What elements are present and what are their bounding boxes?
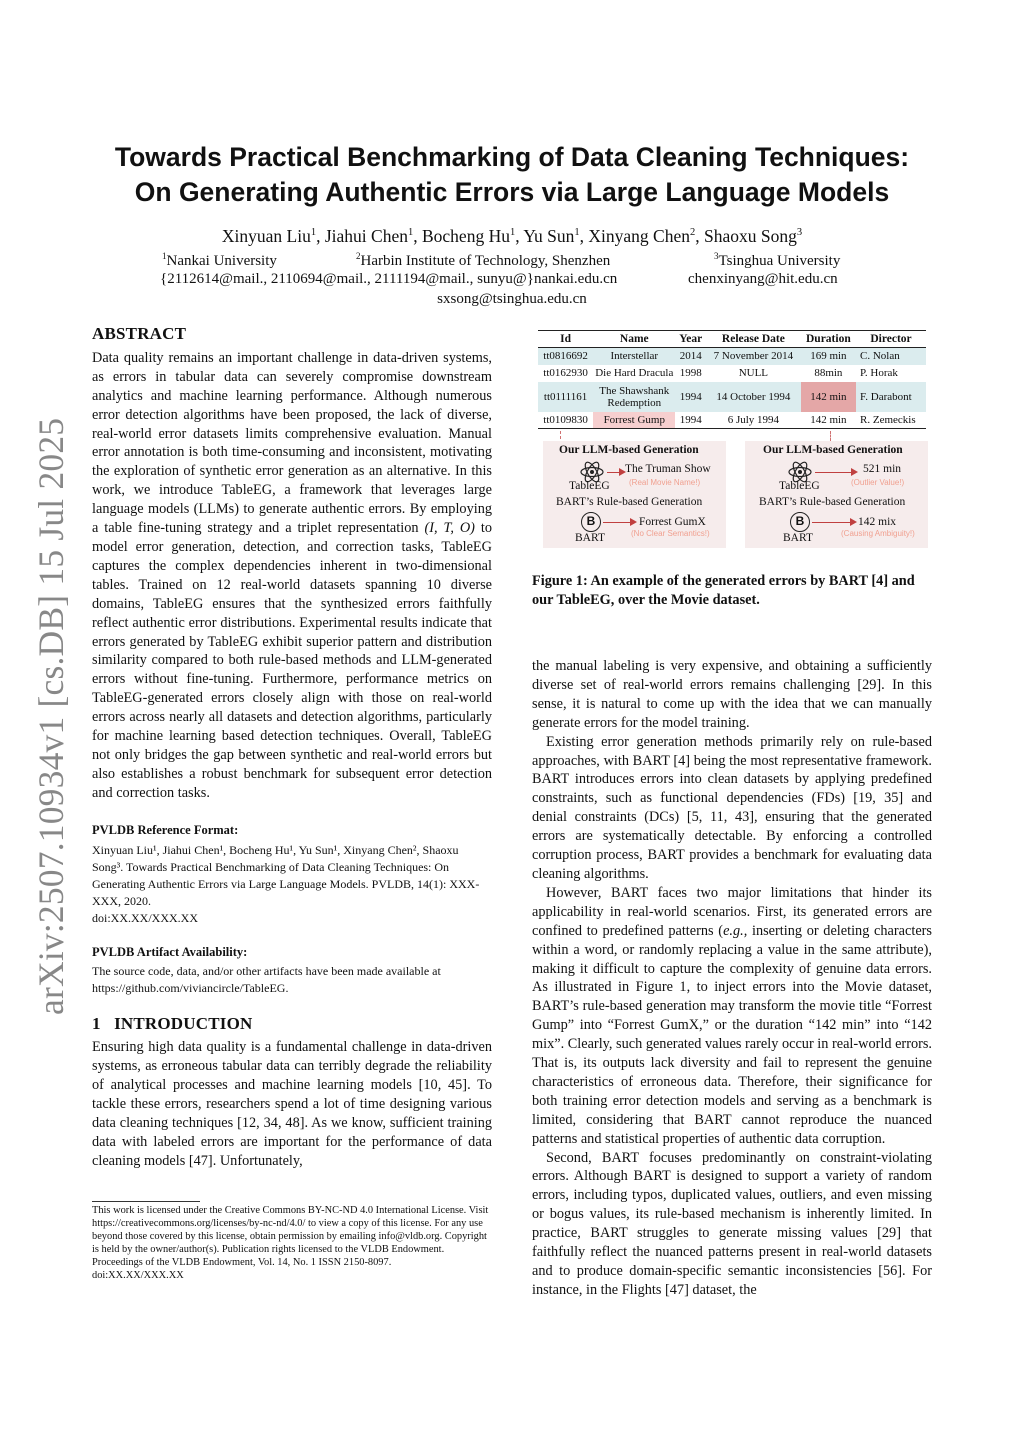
table-cell: NULL (738, 367, 769, 379)
title-line-1: Towards Practical Benchmarking of Data Cleaning Techniques: (114, 142, 910, 172)
llm-generated-value: The Truman Show (625, 463, 711, 475)
arrow-right-icon (851, 468, 858, 476)
affiliation-2: $^2$Harbin Institute of Technology, Shenzhen (356, 251, 611, 269)
llm-generation-heading: Our LLM-based Generation (763, 444, 903, 456)
author: Yu Sun$^1$ (523, 226, 580, 246)
table-cell: 2014 (675, 348, 706, 365)
intro-heading: 1 INTRODUCTION (92, 1014, 253, 1034)
body-paragraph: the manual labeling is very expensive, and obtaining a sufficiently diverse set of real-world errors remains challenging [29]. In this sense, it is natural to come up with the idea that we can manually generate errors for the model training. (532, 658, 932, 731)
author: Xinyang Chen$^2$ (588, 226, 696, 246)
artifact-heading: PVLDB Artifact Availability: (92, 944, 248, 959)
arrow-line (603, 522, 631, 523)
body-paragraph: Second, BART focuses predominantly on constraint-violating errors. Although BART is designed to support a variety of random errors, including typos, duplicated values, outliers, and even missing or bogus values, its rule-based mechanism is inherently limited. In practice, BART struggles to generate missing values [29] that faithfully reflect the nuanced patterns present in real-world datasets and to produce domain-specific semantic inconsistencies [56]. For instance, in the Flights [47] dataset, the (532, 1149, 932, 1298)
artifact-text[interactable]: The source code, data, and/or other artifacts have been made available at https://github.com/viviancircle/TableEG. (92, 964, 441, 996)
connector-right (830, 431, 831, 441)
affiliation-3: $^3$Tsinghua University (714, 251, 841, 269)
bart-generated-value: 142 mix (858, 516, 897, 528)
bart-note: (No Clear Semantics!) (631, 529, 710, 538)
table-cell: 14 October 1994 (706, 382, 801, 412)
author: Xinyuan Liu$^1$ (221, 226, 317, 246)
highlighted-error-cell: 142 min (801, 382, 856, 412)
movie-table (538, 330, 926, 429)
column-header: Year (675, 331, 706, 348)
triplet-notation: (I, T, O) (424, 520, 475, 537)
bart-label: BART (783, 532, 813, 544)
highlighted-error-cell: Forrest Gump (593, 412, 675, 429)
generation-panel-name (543, 441, 726, 548)
table-cell: P. Horak (860, 367, 898, 379)
affiliation-1: $^1$Nankai University (162, 251, 277, 269)
abstract-text: Data quality remains an important challenge in data-driven systems, as errors in tabular data can severely compromise downstream analytics and machine learning performance. Although numerous error detection algorithms have been proposed, the lack of diverse, real-world error datasets limits comprehensive evaluation. Manual error annotation is both time-consuming and inconsistent, motivating the exploration of synthetic error generation as an alternative. In this work, we introduce TableEG, a framework that leverages large language models (LLMs) to generate authentic errors. By employing a table fine-tuning strategy and a triplet representation (I, T, O) to model error generation, detection, and correction tasks, TableEG captures the complex dependencies inherent in two-dimensional tables. Trained on 12 real-world datasets spanning 10 diverse domains, TableEG ensures that the synthesized errors faithfully reflect authentic error distributions. Experimental results indicate that errors generated by TableEG exhibit superior pattern and distribution similarity compared to both rule-based methods and LLM-generated errors without fine-tuning. Furthermore, performance metrics on TableEG-generated errors closely align with those on real-world errors across nearly all datasets and detection algorithms, particularly for machine learning based detection techniques. Overall, TableEG not only bridges the gap between synthetic and real-world errors but also establishes a robust benchmark for subsequent error detection and correction tasks. (92, 349, 492, 801)
bart-generation-heading: BART’s Rule-based Generation (759, 496, 906, 508)
table-cell: 142 min (801, 412, 856, 429)
email-nankai[interactable]: {2112614@mail., 2110694@mail., 2111194@mail., sunyu@}nankai.edu.cn (160, 271, 618, 287)
table-row (538, 348, 926, 365)
column-header: Release Date (706, 331, 801, 348)
footnote-doi: doi:XX.XX/XXX.XX (92, 1270, 184, 1281)
arrow-line (815, 472, 853, 473)
email-tsinghua[interactable]: sxsong@tsinghua.edu.cn (437, 291, 587, 307)
arrow-right-icon (850, 518, 857, 526)
bart-generation-heading: BART’s Rule-based Generation (556, 496, 703, 508)
body-paragraph: However, BART faces two major limitations that hinder its applicability in real-world scenarios. First, its generated errors are confined to predefined patterns (e.g., inserting or deleting characters within a word, or randomly replacing a value in the same attribute), making it difficult to capture the complexity of genuine data errors. As illustrated in Figure 1, to inject errors into the Movie dataset, BART’s rule-based generation may transform the movie title “Forrest Gump” into “Forrest GumX,” or the duration “142 min” into “142 mix”. Clearly, such generated values rarely occur in real-world errors. That is, its outputs lack diversity and fail to represent the genuine characteristics of erroneous data. Therefore, their significance for both training error detection models and serving as a benchmark is limited, considering that BART cannot reproduce the nuanced patterns and statistical properties of authentic data corruption. (532, 884, 933, 1147)
table-cell: tt0109830 (538, 412, 593, 429)
table-cell: 1994 (675, 382, 706, 412)
author: Shaoxu Song$^3$ (703, 226, 803, 246)
bart-logo-icon: B (790, 512, 810, 532)
license-text: This work is licensed under the Creative Commons BY-NC-ND 4.0 International License. Visit https://creativecommons.org/licenses/by-nc-nd/4.0/ to view a copy of this license. For any use beyond those covered by this license, obtain permission by emailing info@vldb.org. Copyright is held by the owner/author(s). Publication rights licensed to the VLDB Endowment. (92, 1205, 489, 1255)
bart-label: BART (575, 532, 605, 544)
ref-format-text: Xinyuan Liu¹, Jiahui Chen¹, Bocheng Hu¹, Yu Sun¹, Xinyang Chen², Shaoxu Song³. Towards Practical Benchmarking of Data Cleaning Techniques: On Generating Authentic Errors via Large Language Models. PVLDB, 14(1): XXX-XXX, 2020. (92, 842, 480, 908)
table-cell: 88min (814, 367, 843, 379)
table-cell: R. Zemeckis (856, 412, 926, 429)
table-cell: 1998 (679, 367, 702, 379)
table-cell: tt0111161 (538, 382, 593, 412)
table-cell: F. Darabont (856, 382, 926, 412)
author: Bocheng Hu$^1$ (421, 226, 516, 246)
generation-panel-duration (745, 441, 928, 548)
ref-format-heading: PVLDB Reference Format: (92, 822, 239, 837)
arxiv-identifier: arXiv:2507.10934v1 [cs.DB] 15 Jul 2025 (31, 417, 71, 1015)
table-row (538, 382, 926, 412)
paper-title (60, 140, 964, 210)
llm-generated-value: 521 min (863, 463, 902, 475)
arrow-right-icon (630, 518, 637, 526)
llm-note: (Real Movie Name!) (629, 478, 701, 487)
table-cell: Die Hard Dracula (595, 367, 674, 379)
body-paragraph: Existing error generation methods primarily rely on rule-based approaches, with BART [4] being the most representative framework. BART introduces errors into clean datasets by applying predefined constraints, such as functional dependencies (FDs) [19, 35] and denial constraints (DCs) [5, 11, 43], ensuring that the generated errors are systematically detectable. By enforcing a controlled corruption process, BART provides a benchmark for evaluating data cleaning algorithms. (532, 733, 932, 882)
column-header: Id (538, 331, 593, 348)
llm-note: (Outlier Value!) (851, 478, 905, 487)
right-column (532, 657, 932, 1300)
tableeg-label: TableEG (779, 480, 820, 492)
table-cell: 6 July 1994 (706, 412, 801, 429)
license-footnote (92, 1204, 492, 1282)
table-cell: The Shawshank Redemption (593, 382, 675, 412)
left-column (92, 325, 492, 1171)
tableeg-label: TableEG (569, 480, 610, 492)
proceedings-text: Proceedings of the VLDB Endowment, Vol. 14, No. 1 ISSN 2150-8097. (92, 1257, 392, 1268)
table-cell: Interstellar (593, 348, 675, 365)
table-cell: tt0162930 (543, 367, 588, 379)
table-cell: 1994 (675, 412, 706, 429)
table-row (538, 365, 926, 382)
footnote-rule (92, 1201, 200, 1202)
figure-caption: Figure 1: An example of the generated errors by BART [4] and our TableEG, over the Movie dataset. (532, 573, 915, 608)
intro-paragraph-1: Ensuring high data quality is a fundamental challenge in data-driven systems, as erroneous tabular data can terribly degrade the reliability of analytical processes and machine learning models [10, 45]. To tackle these errors, researchers spend a lot of time designing various data cleaning techniques [12, 34, 48]. As we know, sufficient training data with labeled errors are important for the performance of data cleaning models [47]. Unfortunately, (92, 1039, 492, 1169)
table-cell: tt0816692 (538, 348, 593, 365)
table-row (538, 412, 926, 429)
title-line-2: On Generating Authentic Errors via Large Language Models (134, 177, 890, 207)
column-header: Duration (801, 331, 856, 348)
author-list: Xinyuan Liu$^1$, Jiahui Chen$^1$, Bocheng Hu$^1$, Yu Sun$^1$, Xinyang Chen$^2$, Shaoxu Song$^3$ (221, 226, 803, 246)
abstract-heading: ABSTRACT (92, 324, 187, 343)
table-header-row (538, 331, 926, 348)
bart-generated-value: Forrest GumX (639, 516, 706, 528)
table-cell: 7 November 2014 (706, 348, 801, 365)
column-header: Name (593, 331, 675, 348)
table-cell: C. Nolan (856, 348, 926, 365)
column-header: Director (856, 331, 926, 348)
ref-format-doi: doi:XX.XX/XXX.XX (92, 910, 198, 925)
table-cell: 169 min (801, 348, 856, 365)
bart-logo-icon: B (581, 512, 601, 532)
arrow-line (812, 522, 852, 523)
email-hit[interactable]: chenxinyang@hit.edu.cn (688, 271, 838, 287)
llm-generation-heading: Our LLM-based Generation (559, 444, 699, 456)
bart-note: (Causing Ambiguity!) (841, 529, 915, 538)
author: Jiahui Chen$^1$ (324, 226, 414, 246)
